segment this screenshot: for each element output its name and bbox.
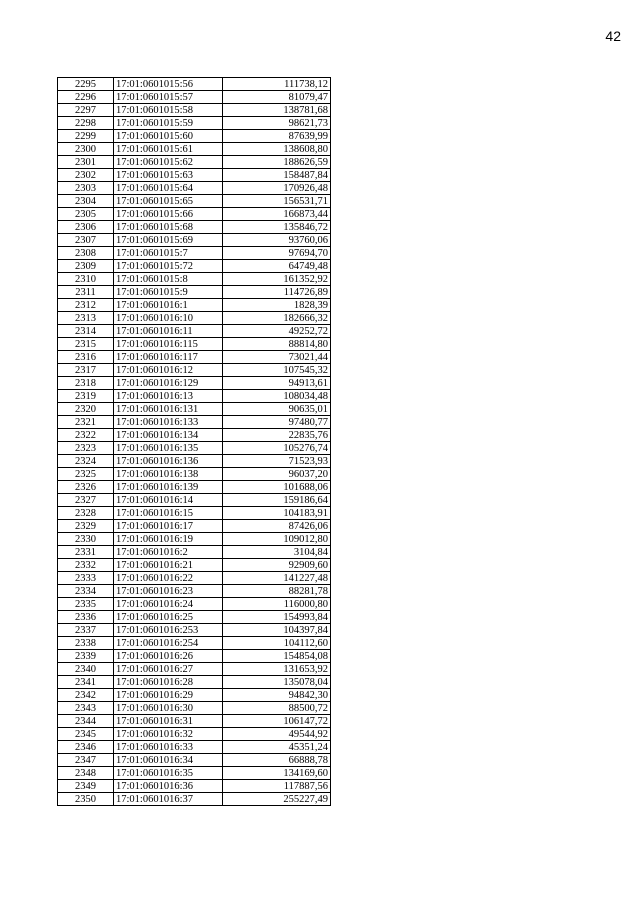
cadastral-number-cell: 17:01:0601016:253 [114, 624, 223, 637]
table-row [58, 377, 331, 390]
value-cell: 64749,48 [223, 260, 331, 273]
table-row [58, 351, 331, 364]
value-cell: 73021,44 [223, 351, 331, 364]
table-row [58, 325, 331, 338]
row-number-cell: 2335 [58, 598, 114, 611]
cadastral-number-cell: 17:01:0601016:28 [114, 676, 223, 689]
table-row [58, 650, 331, 663]
table-row [58, 117, 331, 130]
table-row [58, 104, 331, 117]
cadastral-number-cell: 17:01:0601016:22 [114, 572, 223, 585]
table-row [58, 689, 331, 702]
cadastral-number-cell: 17:01:0601016:115 [114, 338, 223, 351]
value-cell: 92909,60 [223, 559, 331, 572]
value-cell: 88500,72 [223, 702, 331, 715]
cadastral-number-cell: 17:01:0601016:30 [114, 702, 223, 715]
row-number-cell: 2342 [58, 689, 114, 702]
cadastral-number-cell: 17:01:0601015:69 [114, 234, 223, 247]
value-cell: 94842,30 [223, 689, 331, 702]
cadastral-number-cell: 17:01:0601016:27 [114, 663, 223, 676]
cadastral-number-cell: 17:01:0601015:57 [114, 91, 223, 104]
value-cell: 87639,99 [223, 130, 331, 143]
table-body [58, 78, 331, 806]
table-row [58, 663, 331, 676]
cadastral-number-cell: 17:01:0601016:32 [114, 728, 223, 741]
value-cell: 154854,08 [223, 650, 331, 663]
row-number-cell: 2312 [58, 299, 114, 312]
table-row [58, 611, 331, 624]
row-number-cell: 2302 [58, 169, 114, 182]
value-cell: 114726,89 [223, 286, 331, 299]
value-cell: 49252,72 [223, 325, 331, 338]
cadastral-number-cell: 17:01:0601016:11 [114, 325, 223, 338]
value-cell: 96037,20 [223, 468, 331, 481]
table-row [58, 78, 331, 91]
table-row [58, 598, 331, 611]
row-number-cell: 2308 [58, 247, 114, 260]
table-row [58, 624, 331, 637]
value-cell: 1828,39 [223, 299, 331, 312]
cadastral-number-cell: 17:01:0601015:56 [114, 78, 223, 91]
value-cell: 81079,47 [223, 91, 331, 104]
value-cell: 88281,78 [223, 585, 331, 598]
table-row [58, 702, 331, 715]
cadastral-number-cell: 17:01:0601016:134 [114, 429, 223, 442]
value-cell: 116000,80 [223, 598, 331, 611]
row-number-cell: 2324 [58, 455, 114, 468]
value-cell: 90635,01 [223, 403, 331, 416]
row-number-cell: 2322 [58, 429, 114, 442]
row-number-cell: 2333 [58, 572, 114, 585]
table-row [58, 130, 331, 143]
cadastral-number-cell: 17:01:0601016:26 [114, 650, 223, 663]
cadastral-number-cell: 17:01:0601016:133 [114, 416, 223, 429]
value-cell: 159186,64 [223, 494, 331, 507]
cadastral-number-cell: 17:01:0601016:21 [114, 559, 223, 572]
table-row [58, 208, 331, 221]
row-number-cell: 2328 [58, 507, 114, 520]
table-row [58, 221, 331, 234]
table-row [58, 312, 331, 325]
cadastral-number-cell: 17:01:0601016:36 [114, 780, 223, 793]
row-number-cell: 2318 [58, 377, 114, 390]
row-number-cell: 2338 [58, 637, 114, 650]
row-number-cell: 2345 [58, 728, 114, 741]
cadastral-number-cell: 17:01:0601016:10 [114, 312, 223, 325]
value-cell: 107545,32 [223, 364, 331, 377]
table-row [58, 546, 331, 559]
value-cell: 106147,72 [223, 715, 331, 728]
row-number-cell: 2313 [58, 312, 114, 325]
row-number-cell: 2311 [58, 286, 114, 299]
cadastral-number-cell: 17:01:0601015:63 [114, 169, 223, 182]
value-cell: 154993,84 [223, 611, 331, 624]
row-number-cell: 2320 [58, 403, 114, 416]
cadastral-number-cell: 17:01:0601016:131 [114, 403, 223, 416]
cadastral-number-cell: 17:01:0601015:8 [114, 273, 223, 286]
cadastral-number-cell: 17:01:0601016:33 [114, 741, 223, 754]
table-row [58, 559, 331, 572]
cadastral-number-cell: 17:01:0601016:135 [114, 442, 223, 455]
value-cell: 97480,77 [223, 416, 331, 429]
cadastral-number-cell: 17:01:0601015:7 [114, 247, 223, 260]
cadastral-number-cell: 17:01:0601015:58 [114, 104, 223, 117]
value-cell: 135078,04 [223, 676, 331, 689]
cadastral-number-cell: 17:01:0601016:35 [114, 767, 223, 780]
row-number-cell: 2326 [58, 481, 114, 494]
row-number-cell: 2329 [58, 520, 114, 533]
cadastral-number-cell: 17:01:0601016:138 [114, 468, 223, 481]
cadastral-number-cell: 17:01:0601016:1 [114, 299, 223, 312]
row-number-cell: 2339 [58, 650, 114, 663]
value-cell: 88814,80 [223, 338, 331, 351]
table-row [58, 468, 331, 481]
row-number-cell: 2348 [58, 767, 114, 780]
value-cell: 166873,44 [223, 208, 331, 221]
cadastral-number-cell: 17:01:0601016:15 [114, 507, 223, 520]
cadastral-number-cell: 17:01:0601016:25 [114, 611, 223, 624]
value-cell: 170926,48 [223, 182, 331, 195]
value-cell: 188626,59 [223, 156, 331, 169]
table-row [58, 234, 331, 247]
row-number-cell: 2331 [58, 546, 114, 559]
cadastral-number-cell: 17:01:0601016:19 [114, 533, 223, 546]
cadastral-number-cell: 17:01:0601016:129 [114, 377, 223, 390]
table-row [58, 494, 331, 507]
table-row [58, 442, 331, 455]
table-row [58, 143, 331, 156]
table-row [58, 533, 331, 546]
value-cell: 22835,76 [223, 429, 331, 442]
cadastral-number-cell: 17:01:0601016:34 [114, 754, 223, 767]
value-cell: 98621,73 [223, 117, 331, 130]
cadastral-number-cell: 17:01:0601016:17 [114, 520, 223, 533]
cadastral-number-cell: 17:01:0601015:65 [114, 195, 223, 208]
table-row [58, 637, 331, 650]
table-row [58, 767, 331, 780]
table-row [58, 754, 331, 767]
row-number-cell: 2298 [58, 117, 114, 130]
value-cell: 101688,06 [223, 481, 331, 494]
table-row [58, 520, 331, 533]
value-cell: 108034,48 [223, 390, 331, 403]
value-cell: 104397,84 [223, 624, 331, 637]
value-cell: 71523,93 [223, 455, 331, 468]
table-row [58, 793, 331, 806]
cadastral-number-cell: 17:01:0601016:117 [114, 351, 223, 364]
table-row [58, 182, 331, 195]
value-cell: 93760,06 [223, 234, 331, 247]
cadastral-number-cell: 17:01:0601015:62 [114, 156, 223, 169]
cadastral-number-cell: 17:01:0601016:2 [114, 546, 223, 559]
table-row [58, 507, 331, 520]
cadastral-number-cell: 17:01:0601016:37 [114, 793, 223, 806]
row-number-cell: 2297 [58, 104, 114, 117]
table-row [58, 572, 331, 585]
table-row [58, 260, 331, 273]
row-number-cell: 2303 [58, 182, 114, 195]
table-row [58, 156, 331, 169]
value-cell: 66888,78 [223, 754, 331, 767]
table-row [58, 728, 331, 741]
table-row [58, 247, 331, 260]
value-cell: 97694,70 [223, 247, 331, 260]
row-number-cell: 2306 [58, 221, 114, 234]
cadastral-number-cell: 17:01:0601016:24 [114, 598, 223, 611]
row-number-cell: 2304 [58, 195, 114, 208]
row-number-cell: 2295 [58, 78, 114, 91]
value-cell: 45351,24 [223, 741, 331, 754]
row-number-cell: 2316 [58, 351, 114, 364]
row-number-cell: 2349 [58, 780, 114, 793]
value-cell: 255227,49 [223, 793, 331, 806]
value-cell: 3104,84 [223, 546, 331, 559]
row-number-cell: 2321 [58, 416, 114, 429]
table-row [58, 273, 331, 286]
row-number-cell: 2346 [58, 741, 114, 754]
cadastral-number-cell: 17:01:0601015:9 [114, 286, 223, 299]
cadastral-number-cell: 17:01:0601016:254 [114, 637, 223, 650]
table-row [58, 91, 331, 104]
value-cell: 158487,84 [223, 169, 331, 182]
table-row [58, 169, 331, 182]
value-cell: 134169,60 [223, 767, 331, 780]
table-row [58, 481, 331, 494]
value-cell: 94913,61 [223, 377, 331, 390]
table-row [58, 741, 331, 754]
row-number-cell: 2315 [58, 338, 114, 351]
row-number-cell: 2340 [58, 663, 114, 676]
table-row [58, 338, 331, 351]
table-row [58, 286, 331, 299]
value-cell: 138608,80 [223, 143, 331, 156]
value-cell: 104112,60 [223, 637, 331, 650]
cadastral-number-cell: 17:01:0601015:66 [114, 208, 223, 221]
value-cell: 111738,12 [223, 78, 331, 91]
cadastral-number-cell: 17:01:0601015:60 [114, 130, 223, 143]
value-cell: 156531,71 [223, 195, 331, 208]
row-number-cell: 2300 [58, 143, 114, 156]
table-row [58, 715, 331, 728]
value-cell: 87426,06 [223, 520, 331, 533]
cadastral-number-cell: 17:01:0601016:31 [114, 715, 223, 728]
table-row [58, 364, 331, 377]
cadastral-number-cell: 17:01:0601016:29 [114, 689, 223, 702]
row-number-cell: 2317 [58, 364, 114, 377]
cadastral-number-cell: 17:01:0601015:59 [114, 117, 223, 130]
cadastral-number-cell: 17:01:0601015:64 [114, 182, 223, 195]
row-number-cell: 2314 [58, 325, 114, 338]
table-row [58, 585, 331, 598]
cadastral-number-cell: 17:01:0601015:61 [114, 143, 223, 156]
table-row [58, 676, 331, 689]
row-number-cell: 2307 [58, 234, 114, 247]
value-cell: 105276,74 [223, 442, 331, 455]
value-cell: 131653,92 [223, 663, 331, 676]
row-number-cell: 2336 [58, 611, 114, 624]
cadastral-value-table [57, 77, 331, 806]
table-row [58, 455, 331, 468]
cadastral-number-cell: 17:01:0601016:136 [114, 455, 223, 468]
value-cell: 135846,72 [223, 221, 331, 234]
row-number-cell: 2350 [58, 793, 114, 806]
value-cell: 104183,91 [223, 507, 331, 520]
cadastral-number-cell: 17:01:0601016:139 [114, 481, 223, 494]
row-number-cell: 2343 [58, 702, 114, 715]
table-row [58, 416, 331, 429]
table-row [58, 429, 331, 442]
cadastral-number-cell: 17:01:0601016:12 [114, 364, 223, 377]
cadastral-number-cell: 17:01:0601015:68 [114, 221, 223, 234]
row-number-cell: 2296 [58, 91, 114, 104]
table-row [58, 780, 331, 793]
row-number-cell: 2337 [58, 624, 114, 637]
row-number-cell: 2310 [58, 273, 114, 286]
value-cell: 161352,92 [223, 273, 331, 286]
row-number-cell: 2332 [58, 559, 114, 572]
row-number-cell: 2299 [58, 130, 114, 143]
row-number-cell: 2323 [58, 442, 114, 455]
table-row [58, 390, 331, 403]
row-number-cell: 2305 [58, 208, 114, 221]
table-row [58, 299, 331, 312]
value-cell: 138781,68 [223, 104, 331, 117]
value-cell: 49544,92 [223, 728, 331, 741]
row-number-cell: 2309 [58, 260, 114, 273]
row-number-cell: 2341 [58, 676, 114, 689]
row-number-cell: 2330 [58, 533, 114, 546]
value-cell: 141227,48 [223, 572, 331, 585]
cadastral-number-cell: 17:01:0601015:72 [114, 260, 223, 273]
row-number-cell: 2325 [58, 468, 114, 481]
row-number-cell: 2327 [58, 494, 114, 507]
cadastral-number-cell: 17:01:0601016:13 [114, 390, 223, 403]
cadastral-number-cell: 17:01:0601016:14 [114, 494, 223, 507]
row-number-cell: 2301 [58, 156, 114, 169]
row-number-cell: 2347 [58, 754, 114, 767]
value-cell: 109012,80 [223, 533, 331, 546]
row-number-cell: 2319 [58, 390, 114, 403]
value-cell: 117887,56 [223, 780, 331, 793]
value-cell: 182666,32 [223, 312, 331, 325]
table-row [58, 403, 331, 416]
cadastral-number-cell: 17:01:0601016:23 [114, 585, 223, 598]
row-number-cell: 2344 [58, 715, 114, 728]
page-number: 42 [605, 28, 621, 44]
table-row [58, 195, 331, 208]
row-number-cell: 2334 [58, 585, 114, 598]
